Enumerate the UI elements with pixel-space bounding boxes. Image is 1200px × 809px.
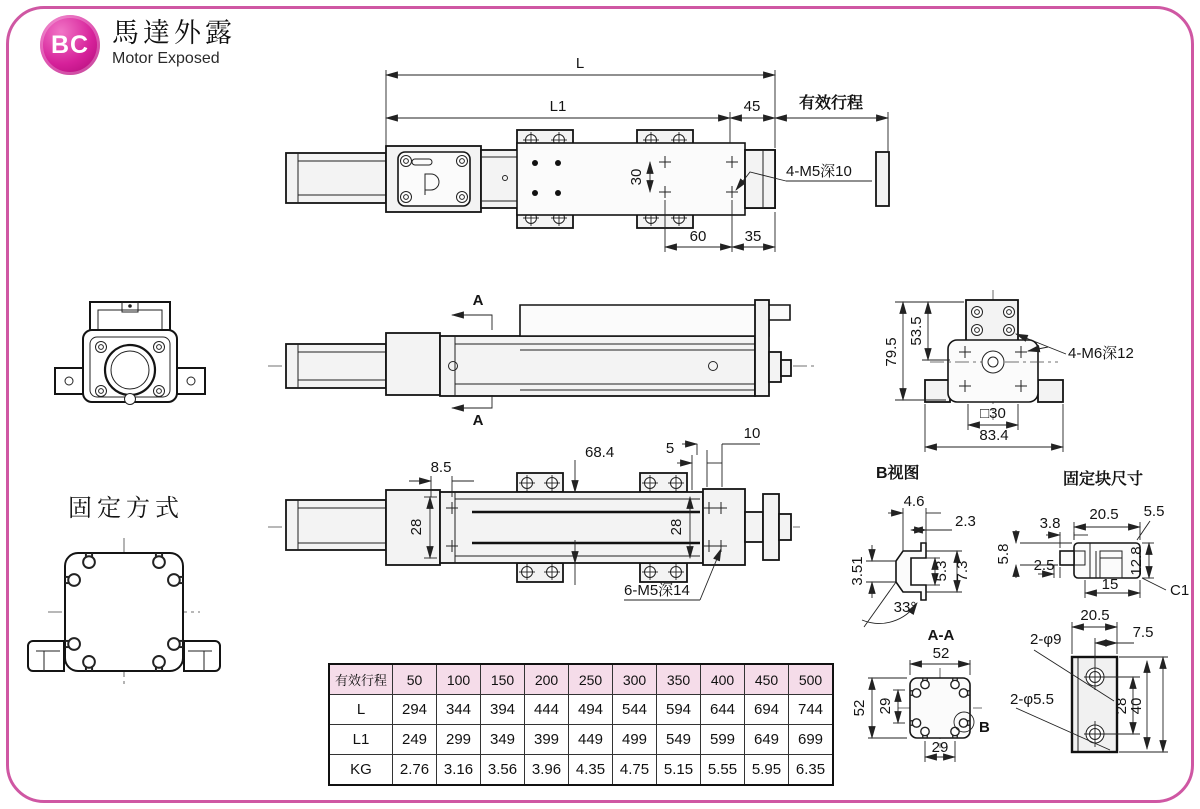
dim-15: 15 <box>1101 576 1119 593</box>
dim-c1: C1 <box>1170 582 1190 599</box>
label-2-phi5-5: 2-φ5.5 <box>1010 691 1054 708</box>
stroke-table <box>328 663 834 786</box>
b-detail-view <box>849 463 976 627</box>
dim-5-8: 5.8 <box>995 543 1012 565</box>
fixing-block-view <box>995 469 1189 599</box>
table-cell: 349 <box>481 725 525 755</box>
table-cell: 694 <box>745 695 789 725</box>
fixing-block-title: 固定块尺寸 <box>1063 471 1144 488</box>
dim-35: 35 <box>744 228 762 245</box>
table-cell: 5.15 <box>657 755 701 786</box>
table-cell: 3.96 <box>525 755 569 786</box>
dim-28-left: 28 <box>408 518 425 536</box>
dim-52-left: 52 <box>851 699 868 717</box>
table-cell: 449 <box>569 725 613 755</box>
table-cell: 599 <box>701 725 745 755</box>
dim-53-5: 53.5 <box>908 316 925 346</box>
fixing-method-view <box>28 495 220 688</box>
table-cell: 6.35 <box>789 755 834 786</box>
fixing-method-label: 固定方式 <box>68 495 184 522</box>
page-title-zh: 馬達外露 <box>112 18 236 48</box>
table-corner-header: 有效行程 <box>329 664 393 695</box>
table-cell: 549 <box>657 725 701 755</box>
rear-view-drawing <box>925 290 1063 420</box>
table-row <box>329 695 833 725</box>
dim-40-plate: 40 <box>1128 697 1145 715</box>
dim-29-left: 29 <box>877 697 894 715</box>
table-cell: 5.55 <box>701 755 745 786</box>
table-cell: 544 <box>613 695 657 725</box>
table-cell: 699 <box>789 725 834 755</box>
dim-5: 5 <box>665 440 675 457</box>
dim-7-3: 7.3 <box>954 560 971 582</box>
table-header-row <box>329 664 833 695</box>
table-cell: 5.95 <box>745 755 789 786</box>
table-col-header: 50 <box>393 664 437 695</box>
table-cell: 299 <box>437 725 481 755</box>
section-label-a-top: A <box>472 292 484 309</box>
table-cell: 2.76 <box>393 755 437 786</box>
table-col-header: 150 <box>481 664 525 695</box>
dim-2-3: 2.3 <box>955 513 976 530</box>
dim-stroke-label: 有效行程 <box>798 95 864 112</box>
table-col-header: 250 <box>569 664 613 695</box>
dim-12-8: 12.8 <box>1128 546 1145 576</box>
table-row-label: KG <box>329 755 393 786</box>
dim-10: 10 <box>743 425 761 442</box>
table-col-header: 300 <box>613 664 657 695</box>
table-row <box>329 755 833 786</box>
table-cell: 249 <box>393 725 437 755</box>
table-cell: 444 <box>525 695 569 725</box>
dim-8-5: 8.5 <box>430 459 452 476</box>
aa-title: A-A <box>927 627 955 644</box>
table-row-label: L1 <box>329 725 393 755</box>
dim-79-5: 79.5 <box>883 337 900 367</box>
dim-2-5: 2.5 <box>1033 557 1055 574</box>
table-col-header: 500 <box>789 664 834 695</box>
table-col-header: 100 <box>437 664 481 695</box>
section-label-a-bottom: A <box>472 412 484 429</box>
table-row <box>329 725 833 755</box>
label-4-m5: 4-M5深10 <box>786 163 852 180</box>
table-col-header: 200 <box>525 664 569 695</box>
b-view-title: B视图 <box>876 465 920 482</box>
dim-5-5: 5.5 <box>1143 503 1165 520</box>
label-2-phi9: 2-φ9 <box>1030 631 1062 648</box>
dim-52-top: 52 <box>932 645 950 662</box>
dim-45: 45 <box>743 98 761 115</box>
dim-68-4: 68.4 <box>585 444 615 461</box>
dim-5-3: 5.3 <box>933 560 950 582</box>
dim-28-right: 28 <box>668 518 685 536</box>
table-cell: 4.35 <box>569 755 613 786</box>
bc-badge-label: BC <box>50 30 90 59</box>
dim-4-6: 4.6 <box>903 493 925 510</box>
dim-3-51: 3.51 <box>849 556 866 586</box>
table-col-header: 350 <box>657 664 701 695</box>
dim-20-5-plate: 20.5 <box>1080 607 1110 624</box>
table-cell: 294 <box>393 695 437 725</box>
mounting-plate-view <box>1010 607 1168 752</box>
dim-3-8: 3.8 <box>1039 515 1061 532</box>
side-view-drawing <box>268 300 815 396</box>
table-cell: 4.75 <box>613 755 657 786</box>
dim-L1: L1 <box>549 98 567 115</box>
dim-30: 30 <box>628 168 645 186</box>
table-cell: 594 <box>657 695 701 725</box>
dim-83-4: 83.4 <box>979 427 1009 444</box>
bottom-view-drawing <box>268 473 800 582</box>
table-cell: 649 <box>745 725 789 755</box>
dim-60: 60 <box>689 228 707 245</box>
table-cell: 399 <box>525 725 569 755</box>
table-cell: 394 <box>481 695 525 725</box>
b-detail-marker: B <box>979 719 990 736</box>
table-cell: 344 <box>437 695 481 725</box>
dim-28-plate: 28 <box>1113 697 1130 715</box>
table-cell: 3.16 <box>437 755 481 786</box>
dim-33deg: 33° <box>893 599 917 616</box>
table-col-header: 450 <box>745 664 789 695</box>
label-6-m5: 6-M5深14 <box>624 582 690 599</box>
dim-L: L <box>575 55 585 72</box>
table-cell: 494 <box>569 695 613 725</box>
table-col-header: 400 <box>701 664 745 695</box>
dim-20-5-block: 20.5 <box>1089 506 1119 523</box>
table-cell: 499 <box>613 725 657 755</box>
motor-end-view <box>55 302 205 405</box>
label-4-m6: 4-M6深12 <box>1068 345 1134 362</box>
table-cell: 644 <box>701 695 745 725</box>
aa-section-view <box>851 627 990 762</box>
dim-7-5: 7.5 <box>1132 624 1154 641</box>
table-cell: 744 <box>789 695 834 725</box>
dim-sq30: □30 <box>980 405 1006 422</box>
page-title-en: Motor Exposed <box>112 50 220 67</box>
dim-29-bottom: 29 <box>931 739 949 756</box>
table-cell: 3.56 <box>481 755 525 786</box>
table-row-label: L <box>329 695 393 725</box>
